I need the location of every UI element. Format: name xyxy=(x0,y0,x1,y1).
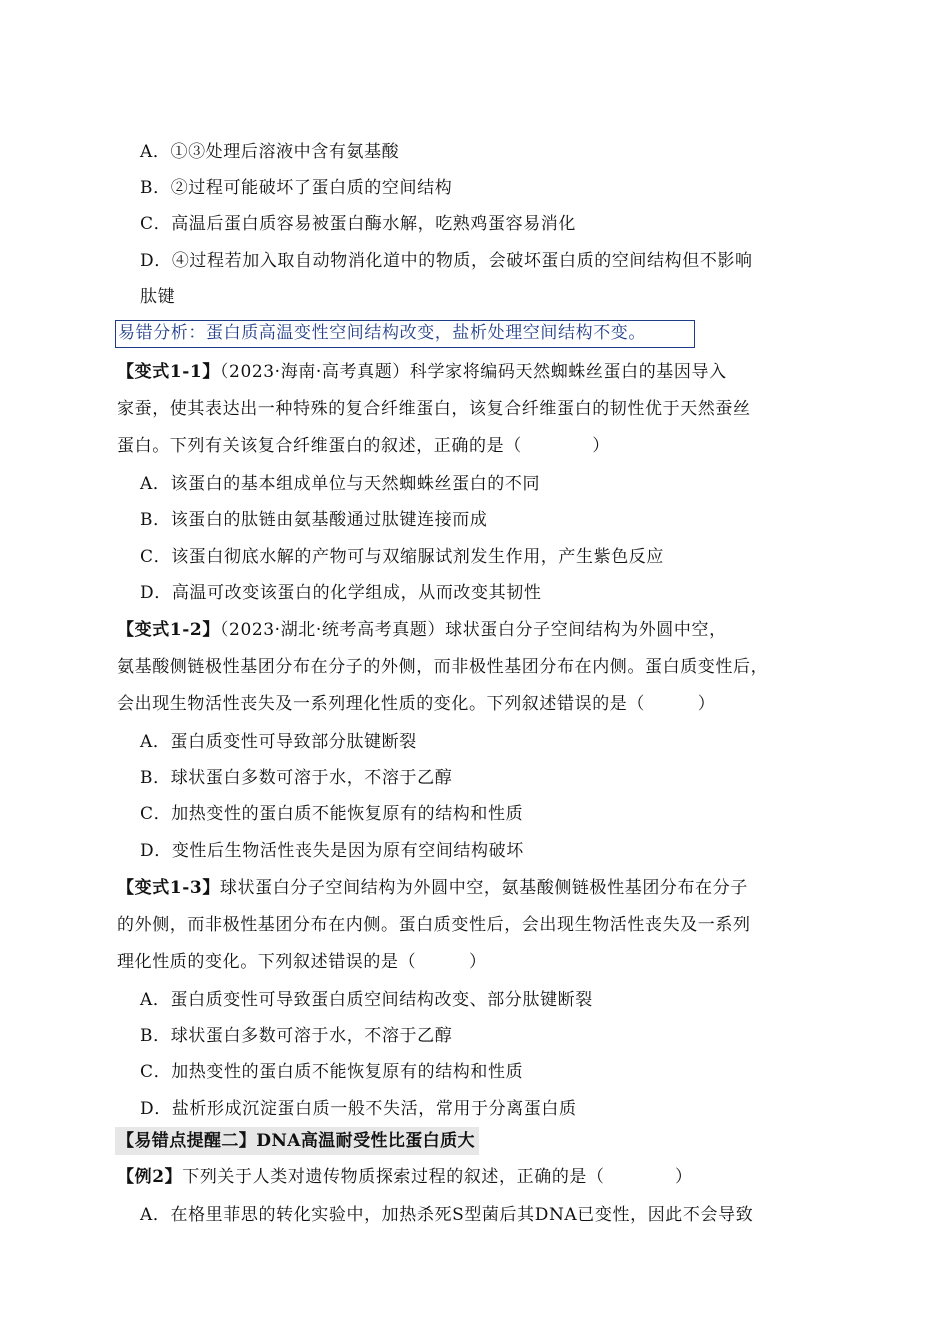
variant-1-3-stem-line3: 理化性质的变化。下列叙述错误的是（ ） xyxy=(117,952,487,972)
variant-1-1-option-a: A．该蛋白的基本组成单位与天然蜘蛛丝蛋白的不同 xyxy=(140,474,541,494)
example-2-tag: 【例2】 xyxy=(117,1167,183,1187)
variant-1-2-option-a: A．蛋白质变性可导致部分肽键断裂 xyxy=(140,732,417,752)
example-2-stem xyxy=(117,1165,693,1189)
variant-1-1-option-c: C．该蛋白彻底水解的产物可与双缩脲试剂发生作用，产生紫色反应 xyxy=(140,547,665,567)
error-analysis-box: 易错分析：蛋白质高温变性空间结构改变，盐析处理空间结构不变。 xyxy=(115,320,695,348)
variant-1-3-stem-line2: 的外侧，而非极性基团分布在内侧。蛋白质变性后，会出现生物活性丧失及一系列 xyxy=(117,915,751,935)
variant-1-1-stem-line2: 家蚕，使其表达出一种特殊的复合纤维蛋白，该复合纤维蛋白的韧性优于天然蚕丝 xyxy=(117,399,751,419)
variant-1-2-text: （2023·湖北·统考高考真题）球状蛋白分子空间结构为外圆中空， xyxy=(219,620,727,640)
variant-1-1-text: （2023·海南·高考真题）科学家将编码天然蜘蛛丝蛋白的基因导入 xyxy=(219,362,727,382)
section-heading-2: 【易错点提醒二】DNA高温耐受性比蛋白质大 xyxy=(115,1127,479,1155)
variant-1-3-stem-line1 xyxy=(117,876,748,900)
variant-1-2-option-d: D．变性后生物活性丧失是因为原有空间结构破坏 xyxy=(140,841,524,861)
example-2-option-a: A．在格里菲思的转化实验中，加热杀死S型菌后其DNA已变性，因此不会导致 xyxy=(140,1205,754,1225)
variant-1-3-option-c: C．加热变性的蛋白质不能恢复原有的结构和性质 xyxy=(140,1062,524,1082)
variant-1-2-stem-line3: 会出现生物活性丧失及一系列理化性质的变化。下列叙述错误的是（ ） xyxy=(117,694,716,714)
variant-1-3-option-a: A．蛋白质变性可导致蛋白质空间结构改变、部分肽键断裂 xyxy=(140,990,593,1010)
q1-option-b: B．②过程可能破坏了蛋白质的空间结构 xyxy=(140,178,453,198)
example-2-text: 下列关于人类对遗传物质探索过程的叙述，正确的是（ ） xyxy=(182,1167,693,1187)
variant-1-2-option-b: B．球状蛋白多数可溶于水，不溶于乙醇 xyxy=(140,768,453,788)
variant-1-3-text: 球状蛋白分子空间结构为外圆中空，氨基酸侧链极性基团分布在分子 xyxy=(219,878,748,898)
variant-1-3-option-b: B．球状蛋白多数可溶于水，不溶于乙醇 xyxy=(140,1026,453,1046)
variant-1-2-stem-line2: 氨基酸侧链极性基团分布在分子的外侧，而非极性基团分布在内侧。蛋白质变性后， xyxy=(117,657,769,677)
q1-option-a: A．①③处理后溶液中含有氨基酸 xyxy=(140,142,400,162)
variant-1-2-stem-line1 xyxy=(117,618,727,642)
variant-1-1-option-b: B．该蛋白的肽链由氨基酸通过肽键连接而成 xyxy=(140,510,488,530)
variant-1-1-stem-line3: 蛋白。下列有关该复合纤维蛋白的叙述，正确的是（ ） xyxy=(117,436,610,456)
q1-option-c: C．高温后蛋白质容易被蛋白酶水解，吃熟鸡蛋容易消化 xyxy=(140,214,577,234)
variant-1-2-tag: 【变式1-2】 xyxy=(117,620,220,640)
q1-option-d: D．④过程若加入取自动物消化道中的物质，会破坏蛋白质的空间结构但不影响 xyxy=(140,251,753,271)
variant-1-2-option-c: C．加热变性的蛋白质不能恢复原有的结构和性质 xyxy=(140,804,524,824)
variant-1-1-stem-line1 xyxy=(117,360,727,384)
variant-1-3-option-d: D．盐析形成沉淀蛋白质一般不失活，常用于分离蛋白质 xyxy=(140,1099,577,1119)
variant-1-3-tag: 【变式1-3】 xyxy=(117,878,220,898)
variant-1-1-tag: 【变式1-1】 xyxy=(117,362,220,382)
q1-option-d-continued: 肽键 xyxy=(140,287,176,307)
variant-1-1-option-d: D．高温可改变该蛋白的化学组成，从而改变其韧性 xyxy=(140,583,542,603)
